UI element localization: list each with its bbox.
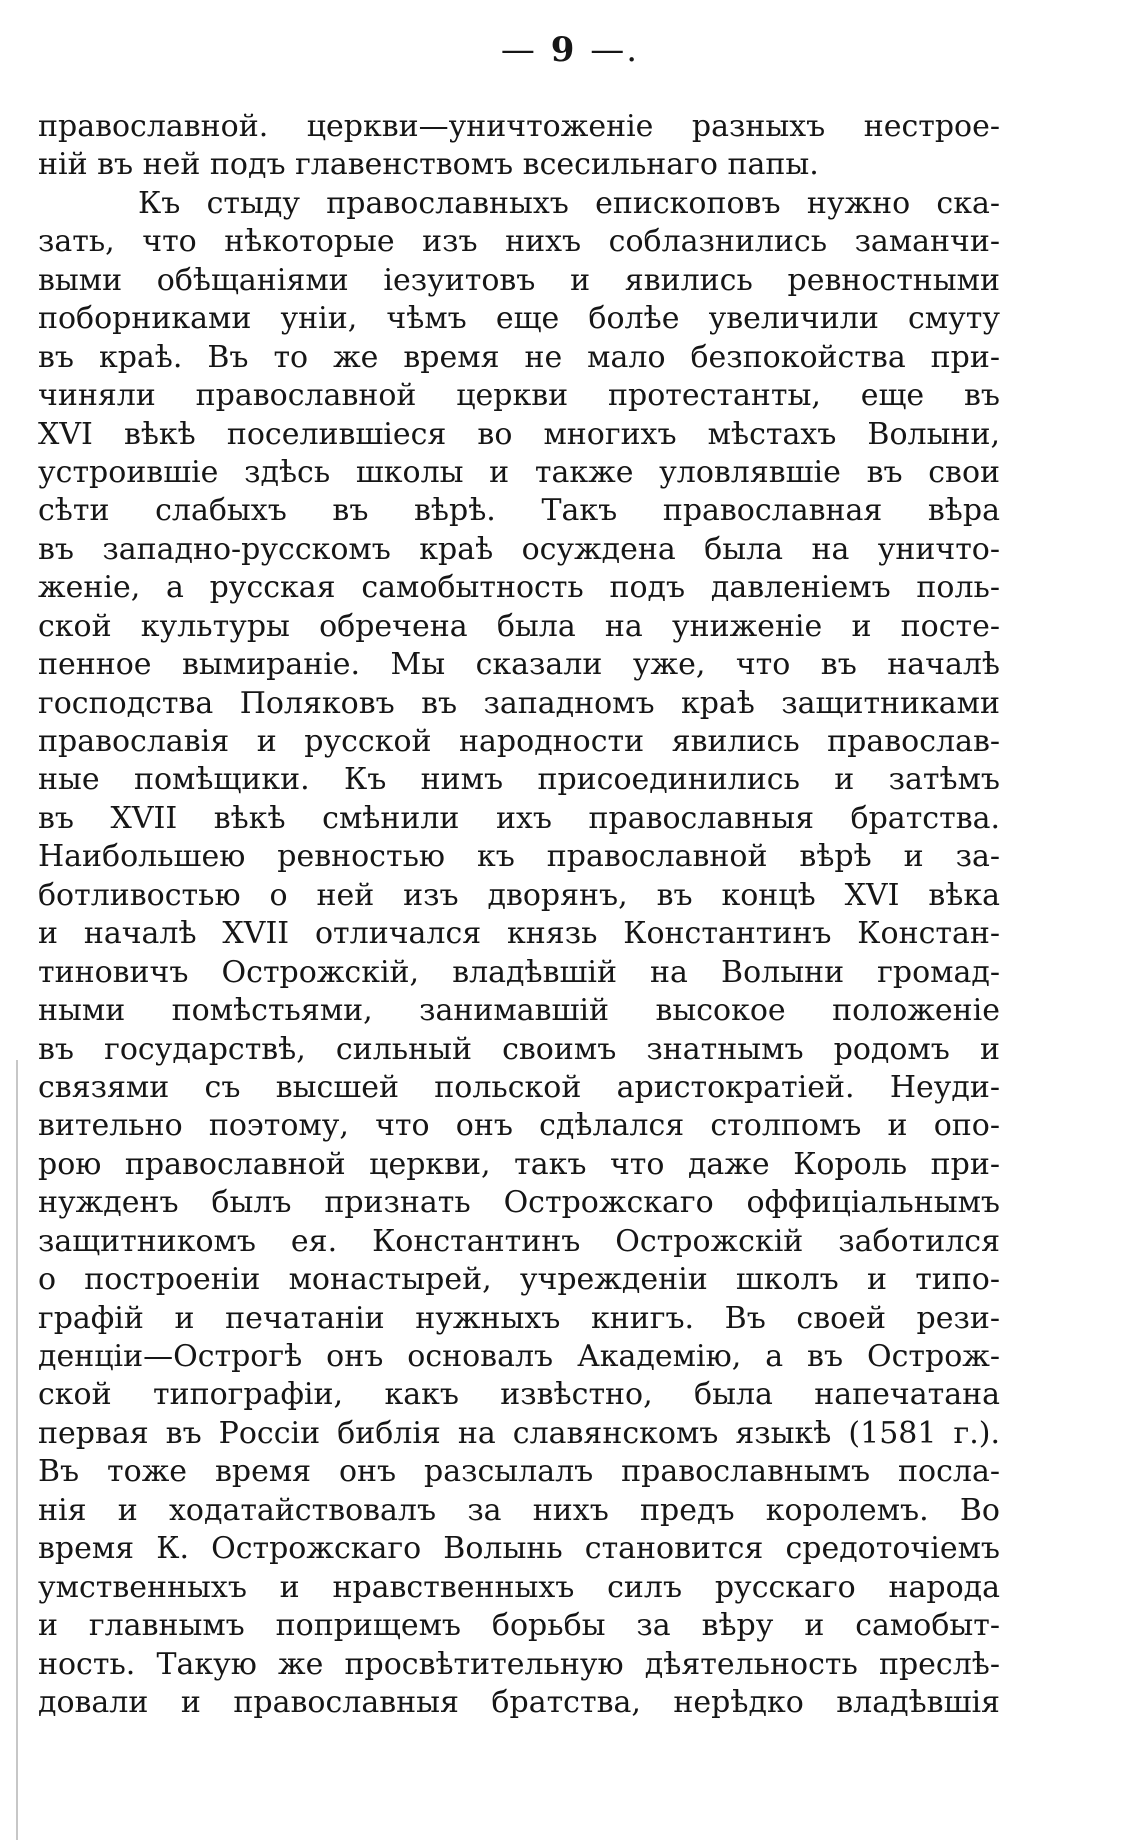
text-line: православія и русской народности явились православ- bbox=[38, 724, 1000, 759]
text-line: Къ стыду православныхъ епископовъ нужно ска- bbox=[138, 185, 1000, 221]
text-line: денціи—Острогѣ онъ основалъ Академію, а въ Острож- bbox=[38, 1339, 1000, 1374]
header-dash-left: — bbox=[500, 30, 537, 70]
text-line: ные помѣщики. Къ нимъ присоединились и затѣмъ bbox=[38, 762, 1000, 798]
text-line: господства Поляковъ въ западномъ краѣ защитниками bbox=[38, 685, 1000, 721]
header-dash-right: —. bbox=[590, 30, 640, 70]
text-line: женіе, а русская самобытность подъ давленіемъ поль- bbox=[38, 570, 1000, 606]
text-line: ность. Такую же просвѣтительную дѣятельность преслѣ- bbox=[38, 1646, 1000, 1682]
text-line: графій и печатаніи нужныхъ книгъ. Въ своей рези- bbox=[38, 1300, 1000, 1336]
text-line: рою православной церкви, такъ что даже Король при- bbox=[38, 1146, 1000, 1182]
text-line: ній въ ней подъ главенствомъ всесильнаго папы. bbox=[38, 147, 819, 183]
text-line: зать, что нѣкоторые изъ нихъ соблазнились заманчи- bbox=[38, 224, 1000, 260]
text-line: въ краѣ. Въ то же время не мало безпокойства при- bbox=[38, 339, 1000, 375]
text-line: въ государствѣ, сильный своимъ знатнымъ родомъ и bbox=[38, 1031, 1000, 1067]
text-line: поборниками уніи, чѣмъ еще болѣе увеличили смуту bbox=[38, 301, 1000, 337]
text-line: довали и православныя братства, нерѣдко владѣвшія bbox=[38, 1684, 1000, 1720]
text-line: о построеніи монастырей, учрежденіи школъ и типо- bbox=[38, 1262, 1000, 1298]
text-line: пенное вымираніе. Мы сказали уже, что въ началѣ bbox=[38, 647, 1000, 683]
text-line: тиновичъ Острожскій, владѣвшій на Волыни громад- bbox=[38, 954, 1000, 990]
text-line: православной. церкви—уничтоженіе разныхъ нестрое- bbox=[38, 109, 1000, 144]
text-line: и главнымъ поприщемъ борьбы за вѣру и самобыт- bbox=[38, 1608, 1000, 1644]
text-line: время К. Острожскаго Волынь становится средоточіемъ bbox=[38, 1531, 1000, 1567]
text-line: связями съ высшей польской аристократіей. Неуди- bbox=[38, 1069, 1000, 1105]
text-line: первая въ Россіи библія на славянскомъ языкѣ (1581 г.). bbox=[38, 1415, 1000, 1451]
text-line: умственныхъ и нравственныхъ силъ русскаго народа bbox=[38, 1569, 1000, 1605]
text-line: XVI вѣкѣ поселившіеся во многихъ мѣстахъ Волыни, bbox=[38, 416, 1000, 452]
text-line: ботливостью о ней изъ дворянъ, въ концѣ XVI вѣка bbox=[38, 877, 1000, 913]
text-line: Наибольшею ревностью къ православной вѣрѣ и за- bbox=[38, 839, 1000, 875]
text-line: защитникомъ ея. Константинъ Острожскій заботился bbox=[38, 1223, 1000, 1259]
text-line: вительно поэтому, что онъ сдѣлался столпомъ и опо- bbox=[38, 1108, 1000, 1144]
text-line: устроившіе здѣсь школы и также уловлявшіе въ свои bbox=[38, 454, 1000, 490]
text-line: въ XVII вѣкѣ смѣнили ихъ православныя братства. bbox=[38, 800, 1000, 836]
text-line: ской типографіи, какъ извѣстно, была напечатана bbox=[38, 1377, 1000, 1413]
text-line: ской культуры обречена была на униженіе и посте- bbox=[38, 608, 1000, 644]
page-number: 9 bbox=[550, 30, 577, 70]
text-line: Въ тоже время онъ разсылалъ православнымъ посла- bbox=[38, 1454, 1000, 1490]
text-line: и началѣ XVII отличался князь Константинъ Констан- bbox=[38, 916, 1000, 952]
body-text bbox=[38, 108, 1000, 1722]
page-number-header bbox=[0, 30, 1140, 70]
text-line: сѣти слабыхъ въ вѣрѣ. Такъ православная вѣра bbox=[38, 493, 1000, 529]
text-line: въ западно-русскомъ краѣ осуждена была на уничто- bbox=[38, 531, 1000, 567]
text-line: выми обѣщаніями іезуитовъ и явились ревностными bbox=[38, 262, 1000, 298]
text-line: нія и ходатайствовалъ за нихъ предъ королемъ. Во bbox=[38, 1492, 1000, 1528]
text-line: нужденъ былъ признать Острожскаго оффиціальнымъ bbox=[38, 1185, 1000, 1221]
margin-rule bbox=[16, 1060, 18, 1840]
text-line: чиняли православной церкви протестанты, еще въ bbox=[38, 378, 1000, 414]
text-line: ными помѣстьями, занимавшій высокое положеніе bbox=[38, 993, 1000, 1029]
